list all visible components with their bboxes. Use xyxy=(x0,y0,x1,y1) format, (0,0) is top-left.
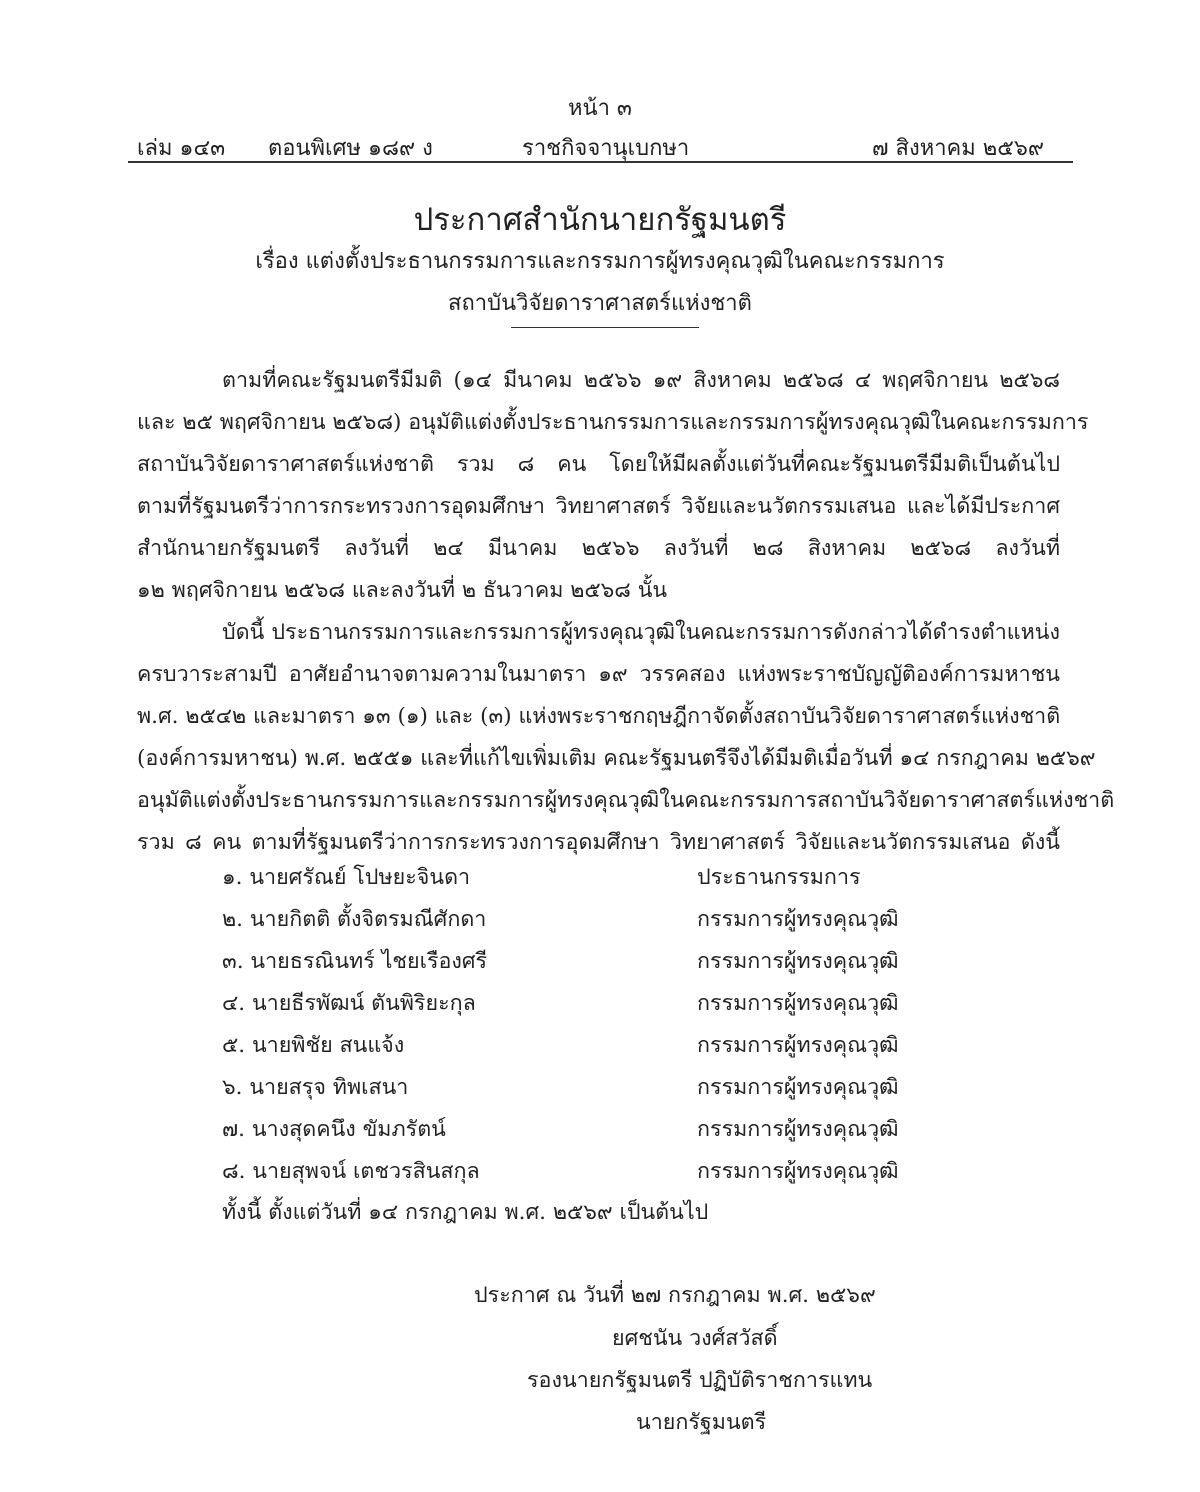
effective-date-statement: ทั้งนี้ ตั้งแต่วันที่ ๑๔ กรกฎาคม พ.ศ. ๒๕๖๙ เป็นต้นไป xyxy=(222,1200,709,1225)
paragraph-line: (องค์การมหาชน) พ.ศ. ๒๕๕๑ และที่แก้ไขเพิ่มเติม คณะรัฐมนตรีจึงได้มีมติเมื่อวันที่ ๑๔ กรกฎาคม ๒๕๖๙ xyxy=(137,746,1096,771)
appointee-role: กรรมการผู้ทรงคุณวุฒิ xyxy=(697,991,899,1016)
gazette-name: ราชกิจจานุเบกษา xyxy=(522,136,690,161)
signatory-position-2: นายกรัฐมนตรี xyxy=(636,1410,767,1435)
announcement-date: ประกาศ ณ วันที่ ๒๗ กรกฎาคม พ.ศ. ๒๕๖๙ xyxy=(474,1283,876,1308)
appointee-name: ๗. นางสุดคนึง ขัมภรัตน์ xyxy=(222,1117,446,1142)
appointee-role: กรรมการผู้ทรงคุณวุฒิ xyxy=(697,1117,899,1142)
appointee-name: ๕. นายพิชัย สนแจ้ง xyxy=(222,1033,405,1058)
appointee-name: ๖. นายสรุจ ทิพเสนา xyxy=(222,1075,409,1100)
subject-line-1: เรื่อง แต่งตั้งประธานกรรมการและกรรมการผู้ทรงคุณวุฒิในคณะกรรมการ xyxy=(255,249,945,274)
appointee-role: กรรมการผู้ทรงคุณวุฒิ xyxy=(697,907,899,932)
paragraph-line: อนุมัติแต่งตั้งประธานกรรมการและกรรมการผู้ทรงคุณวุฒิในคณะกรรมการสถาบันวิจัยดาราศาสตร์แห่งชาติ xyxy=(137,788,1115,813)
appointee-name: ๓. นายธรณินทร์ ไชยเรืองศรี xyxy=(222,949,488,974)
paragraph-line: รวม ๘ คน ตามที่รัฐมนตรีว่าการกระทรวงการอุดมศึกษา วิทยาศาสตร์ วิจัยและนวัตกรรมเสนอ ดังนี้ xyxy=(137,830,1060,855)
volume-number: เล่ม ๑๔๓ xyxy=(137,136,226,161)
issue-number: ตอนพิเศษ ๑๘๙ ง xyxy=(268,136,433,161)
title-divider xyxy=(511,327,699,328)
appointee-role: กรรมการผู้ทรงคุณวุฒิ xyxy=(697,1159,899,1184)
paragraph-line: ตามที่คณะรัฐมนตรีมีมติ (๑๔ มีนาคม ๒๕๖๖ ๑๙ สิงหาคม ๒๕๖๘ ๔ พฤศจิกายน ๒๕๖๘ xyxy=(222,368,1060,393)
paragraph-line: และ ๒๕ พฤศจิกายน ๒๕๖๘) อนุมัติแต่งตั้งประธานกรรมการและกรรมการผู้ทรงคุณวุฒิในคณะกรรมการ xyxy=(137,410,1089,435)
appointee-name: ๘. นายสุพจน์ เตชวรสินสกุล xyxy=(222,1159,480,1184)
paragraph-line: สำนักนายกรัฐมนตรี ลงวันที่ ๒๔ มีนาคม ๒๕๖๖ ลงวันที่ ๒๘ สิงหาคม ๒๕๖๘ ลงวันที่ xyxy=(137,536,1060,561)
appointee-name: ๑. นายศรัณย์ โปษยะจินดา xyxy=(222,865,471,890)
paragraph-line: ตามที่รัฐมนตรีว่าการกระทรวงการอุดมศึกษา วิทยาศาสตร์ วิจัยและนวัตกรรมเสนอ และได้มีประกาศ xyxy=(137,494,1060,519)
paragraph-line: ครบวาระสามปี อาศัยอำนาจตามความในมาตรา ๑๙ วรรคสอง แห่งพระราชบัญญัติองค์การมหาชน xyxy=(137,662,1060,687)
paragraph-line: สถาบันวิจัยดาราศาสตร์แห่งชาติ รวม ๘ คน โดยให้มีผลตั้งแต่วันที่คณะรัฐมนตรีมีมติเป็นต้นไป xyxy=(137,452,1060,477)
signatory-position: รองนายกรัฐมนตรี ปฏิบัติราชการแทน xyxy=(527,1368,873,1393)
appointee-role: กรรมการผู้ทรงคุณวุฒิ xyxy=(697,1033,899,1058)
appointee-name: ๔. นายธีรพัฒน์ ตันพิริยะกุล xyxy=(222,991,476,1016)
paragraph-line: บัดนี้ ประธานกรรมการและกรรมการผู้ทรงคุณวุฒิในคณะกรรมการดังกล่าวได้ดำรงตำแหน่ง xyxy=(222,620,1060,645)
paragraph-line: พ.ศ. ๒๕๔๒ และมาตรา ๑๓ (๑) และ (๓) แห่งพระราชกฤษฎีกาจัดตั้งสถาบันวิจัยดาราศาสตร์แห่งชาติ xyxy=(137,704,1061,729)
appointee-name: ๒. นายกิตติ ตั้งจิตรมณีศักดา xyxy=(222,907,487,932)
paragraph-line: ๑๒ พฤศจิกายน ๒๕๖๘ และลงวันที่ ๒ ธันวาคม ๒๕๖๘ นั้น xyxy=(137,578,668,603)
announcement-title: ประกาศสำนักนายกรัฐมนตรี xyxy=(413,202,787,238)
page-number: หน้า ๓ xyxy=(568,96,632,121)
header-rule xyxy=(128,161,1073,163)
appointee-role: กรรมการผู้ทรงคุณวุฒิ xyxy=(697,949,899,974)
subject-line-2: สถาบันวิจัยดาราศาสตร์แห่งชาติ xyxy=(448,291,752,316)
appointee-role: ประธานกรรมการ xyxy=(697,865,861,890)
publication-date: ๗ สิงหาคม ๒๕๖๙ xyxy=(872,136,1045,161)
appointee-role: กรรมการผู้ทรงคุณวุฒิ xyxy=(697,1075,899,1100)
signatory-name: ยศชนัน วงศ์สวัสดิ์ xyxy=(612,1326,778,1351)
